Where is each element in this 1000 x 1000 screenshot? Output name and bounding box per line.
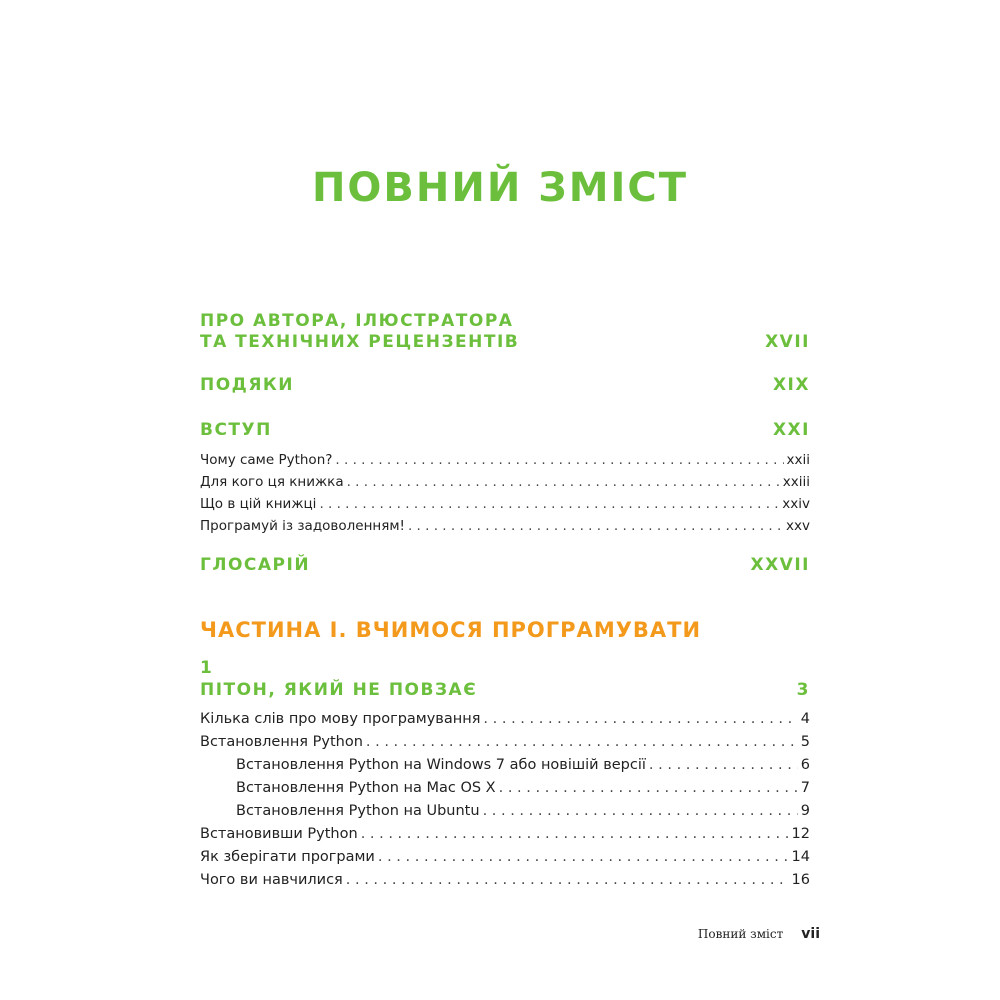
leader-dots <box>378 849 789 865</box>
toc-subentry <box>236 757 810 777</box>
toc-section-page: XIX <box>772 375 810 395</box>
toc-entry-page: xxv <box>786 518 810 534</box>
toc-entry-page: 5 <box>800 734 810 750</box>
page-title: ПОВНИЙ ЗМІСТ <box>311 165 689 211</box>
toc-entry <box>200 849 810 869</box>
page-number: vii <box>801 926 820 942</box>
toc-entry-page: 14 <box>791 849 810 865</box>
toc-chapter-title: ПІТОН, ЯКИЙ НЕ ПОВЗАЄ <box>200 680 478 700</box>
toc-section-glossary <box>200 553 810 577</box>
toc-chapter-page: 3 <box>796 680 810 700</box>
leader-dots <box>499 780 798 796</box>
toc-entry-page: 7 <box>800 780 810 796</box>
leader-dots <box>335 452 783 468</box>
toc-entry <box>200 474 810 494</box>
toc-part-heading: ЧАСТИНА І. ВЧИМОСЯ ПРОГРАМУВАТИ <box>200 618 702 642</box>
toc-entry-page: xxiii <box>782 474 810 490</box>
toc-subentry <box>236 803 810 823</box>
toc-section-label: ПРО АВТОРА, ІЛЮСТРАТОРА <box>200 311 514 331</box>
toc-entry-page: 4 <box>800 711 810 727</box>
toc-entry <box>200 518 810 538</box>
toc-entry-label: Кілька слів про мову програмування <box>200 711 481 727</box>
toc-entry-label: Програмуй із задоволенням! <box>200 518 405 534</box>
toc-entry-label: Для кого ця книжка <box>200 474 344 490</box>
leader-dots <box>483 711 797 727</box>
toc-section-label: ГЛОСАРІЙ <box>200 555 311 575</box>
toc-section-label: ВСТУП <box>200 420 272 440</box>
toc-subentry <box>236 780 810 800</box>
toc-entry-label: Встановлення Python на Ubuntu <box>236 803 480 819</box>
toc-entry-label: Чого ви навчилися <box>200 872 343 888</box>
leader-dots <box>366 734 798 750</box>
leader-dots <box>346 872 789 888</box>
toc-chapter-number: 1 <box>200 658 212 678</box>
toc-entry-page: xxiv <box>782 496 810 512</box>
toc-entry <box>200 711 810 731</box>
toc-entry-label: Встановлення Python на Windows 7 або новішій версії <box>236 757 646 773</box>
toc-entry-page: xxii <box>786 452 810 468</box>
toc-section-page: XVII <box>765 332 810 352</box>
toc-entry-page: 16 <box>791 872 810 888</box>
toc-entry-label: Встановлення Python <box>200 734 363 750</box>
leader-dots <box>483 803 798 819</box>
toc-entry-page: 9 <box>800 803 810 819</box>
running-title: Повний зміст <box>697 927 784 941</box>
toc-section-page: XXVII <box>750 555 810 575</box>
leader-dots <box>408 518 783 534</box>
toc-section-thanks <box>200 373 810 397</box>
toc-entry-page: 6 <box>800 757 810 773</box>
toc-chapter-title-row <box>200 678 810 702</box>
toc-section-page: XXI <box>772 420 810 440</box>
page-footer <box>680 926 820 942</box>
toc-entry-label: Встановлення Python на Mac OS X <box>236 780 496 796</box>
toc-entry-label: Чому саме Python? <box>200 452 333 468</box>
toc-entry <box>200 452 810 472</box>
toc-section-label: ТА ТЕХНІЧНИХ РЕЦЕНЗЕНТІВ <box>200 332 520 352</box>
leader-dots <box>649 757 798 773</box>
toc-entry-page: 12 <box>791 826 810 842</box>
leader-dots <box>361 826 789 842</box>
toc-section-intro <box>200 418 810 442</box>
toc-entry <box>200 872 810 892</box>
leader-dots <box>347 474 780 490</box>
toc-entry-label: Встановивши Python <box>200 826 358 842</box>
toc-entry-label: Що в цій книжці <box>200 496 317 512</box>
toc-entry <box>200 826 810 846</box>
toc-entry <box>200 496 810 516</box>
toc-entry-label: Як зберігати програми <box>200 849 375 865</box>
toc-section-label: ПОДЯКИ <box>200 375 295 395</box>
leader-dots <box>319 496 779 512</box>
toc-entry <box>200 734 810 754</box>
toc-section-about <box>200 330 810 354</box>
